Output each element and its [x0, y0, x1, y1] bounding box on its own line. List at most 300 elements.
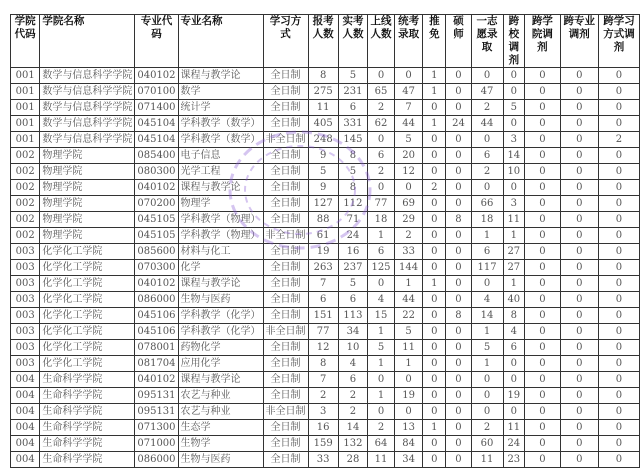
table-cell: 0 [525, 356, 561, 372]
table-cell: 数学与信息科学学院 [40, 116, 135, 132]
table-cell: 学科教学（化学） [178, 324, 263, 340]
table-cell: 001 [11, 68, 40, 84]
table-cell: 0 [423, 292, 446, 308]
table-cell: 6 [338, 292, 367, 308]
table-cell: 全日制 [263, 116, 308, 132]
table-cell: 33 [308, 452, 338, 468]
table-cell: 77 [368, 196, 395, 212]
table-cell: 045104 [135, 132, 178, 148]
table-cell: 003 [11, 324, 40, 340]
table-cell: 24 [503, 436, 525, 452]
table-cell: 2 [598, 132, 639, 148]
table-cell: 1 [394, 276, 422, 292]
table-cell: 0 [446, 100, 471, 116]
table-cell: 1 [368, 356, 395, 372]
table-cell: 0 [560, 164, 598, 180]
table-cell: 159 [308, 436, 338, 452]
table-row [11, 276, 640, 292]
table-cell: 1 [423, 68, 446, 84]
table-cell: 004 [11, 436, 40, 452]
table-cell: 004 [11, 452, 40, 468]
table-cell: 0 [598, 148, 639, 164]
table-cell: 11 [394, 340, 422, 356]
table-cell: 非全日制 [263, 404, 308, 420]
table-cell: 物理学院 [40, 164, 135, 180]
table-cell: 2 [394, 228, 422, 244]
table-cell: 117 [471, 260, 503, 276]
table-cell: 3 [503, 132, 525, 148]
table-cell: 11 [471, 452, 503, 468]
table-cell: 化学化工学院 [40, 340, 135, 356]
table-cell: 237 [338, 260, 367, 276]
table-cell: 化学化工学院 [40, 324, 135, 340]
table-cell: 125 [368, 260, 395, 276]
table-cell: 045104 [135, 116, 178, 132]
table-cell: 统计学 [178, 100, 263, 116]
table-cell: 0 [446, 340, 471, 356]
table-cell: 全日制 [263, 148, 308, 164]
column-header: 跨专业调剂 [560, 15, 598, 68]
table-cell: 0 [503, 356, 525, 372]
table-cell: 数学与信息科学学院 [40, 132, 135, 148]
table-row [11, 116, 640, 132]
table-cell: 095131 [135, 404, 178, 420]
table-cell: 化学化工学院 [40, 292, 135, 308]
table-cell: 2 [368, 100, 395, 116]
table-cell: 004 [11, 388, 40, 404]
table-cell: 学科教学（物理） [178, 228, 263, 244]
table-cell: 44 [471, 116, 503, 132]
table-cell: 1 [368, 324, 395, 340]
table-row [11, 180, 640, 196]
table-cell: 6 [338, 100, 367, 116]
table-cell: 40 [503, 292, 525, 308]
table-cell: 2 [471, 100, 503, 116]
table-cell: 化学化工学院 [40, 260, 135, 276]
table-cell: 248 [308, 132, 338, 148]
table-cell: 0 [525, 452, 561, 468]
table-cell: 003 [11, 308, 40, 324]
table-cell: 0 [368, 372, 395, 388]
table-cell: 0 [503, 116, 525, 132]
table-cell: 0 [423, 212, 446, 228]
table-cell: 生物学 [178, 436, 263, 452]
table-cell: 405 [308, 116, 338, 132]
table-cell: 003 [11, 244, 40, 260]
table-cell: 263 [308, 260, 338, 276]
table-cell: 1 [423, 116, 446, 132]
table-cell: 0 [560, 148, 598, 164]
table-cell: 化学 [178, 260, 263, 276]
table-cell: 物理学院 [40, 196, 135, 212]
table-cell: 0 [503, 84, 525, 100]
table-cell: 071000 [135, 436, 178, 452]
table-cell: 0 [423, 164, 446, 180]
table-row [11, 196, 640, 212]
table-cell: 0 [394, 68, 422, 84]
column-header: 上线人数 [368, 15, 395, 68]
table-cell: 数学与信息科学学院 [40, 100, 135, 116]
table-cell: 14 [471, 308, 503, 324]
table-cell: 3 [308, 404, 338, 420]
table-cell: 0 [503, 68, 525, 84]
table-row [11, 372, 640, 388]
table-cell: 4 [471, 292, 503, 308]
table-cell: 0 [423, 340, 446, 356]
table-cell: 全日制 [263, 100, 308, 116]
table-cell: 1 [503, 228, 525, 244]
table-cell: 070100 [135, 84, 178, 100]
table-cell: 0 [598, 68, 639, 84]
table-cell: 全日制 [263, 164, 308, 180]
table-cell: 070200 [135, 196, 178, 212]
table-row [11, 292, 640, 308]
table-cell: 0 [446, 276, 471, 292]
table-cell: 化学化工学院 [40, 244, 135, 260]
table-cell: 生命科学学院 [40, 404, 135, 420]
table-row [11, 84, 640, 100]
table-cell: 生命科学学院 [40, 388, 135, 404]
table-cell: 095131 [135, 388, 178, 404]
table-cell: 全日制 [263, 372, 308, 388]
table-row [11, 148, 640, 164]
table-cell: 11 [503, 212, 525, 228]
table-cell: 0 [525, 228, 561, 244]
table-cell: 0 [423, 324, 446, 340]
table-cell: 040102 [135, 180, 178, 196]
table-cell: 0 [471, 372, 503, 388]
table-cell: 0 [560, 132, 598, 148]
table-cell: 0 [503, 372, 525, 388]
table-cell: 0 [598, 180, 639, 196]
table-cell: 0 [525, 196, 561, 212]
header-row [11, 15, 640, 68]
table-cell: 化学化工学院 [40, 308, 135, 324]
column-header: 报考人数 [308, 15, 338, 68]
table-cell: 0 [560, 180, 598, 196]
column-header: 实考人数 [338, 15, 367, 68]
table-row [11, 100, 640, 116]
table-cell: 0 [446, 292, 471, 308]
table-cell: 1 [368, 228, 395, 244]
table-cell: 145 [338, 132, 367, 148]
table-row [11, 404, 640, 420]
table-cell: 6 [471, 148, 503, 164]
table-cell: 0 [598, 420, 639, 436]
table-cell: 生物与医药 [178, 292, 263, 308]
table-cell: 001 [11, 132, 40, 148]
table-cell: 物理学院 [40, 228, 135, 244]
table-cell: 生态学 [178, 420, 263, 436]
table-cell: 化学化工学院 [40, 276, 135, 292]
table-cell: 0 [560, 372, 598, 388]
table-cell: 生物与医药 [178, 452, 263, 468]
table-cell: 10 [338, 340, 367, 356]
table-row [11, 132, 640, 148]
column-header: 跨校调剂 [503, 15, 525, 68]
table-cell: 0 [598, 436, 639, 452]
table-cell: 7 [308, 276, 338, 292]
table-cell: 0 [560, 260, 598, 276]
table-cell: 学科教学（化学） [178, 308, 263, 324]
table-cell: 0 [423, 372, 446, 388]
table-cell: 数学与信息科学学院 [40, 68, 135, 84]
table-cell: 非全日制 [263, 132, 308, 148]
table-cell: 1 [471, 324, 503, 340]
table-cell: 0 [598, 340, 639, 356]
table-cell: 19 [308, 244, 338, 260]
column-header: 统考录取 [394, 15, 422, 68]
table-cell: 085600 [135, 244, 178, 260]
table-cell: 0 [598, 212, 639, 228]
table-cell: 0 [446, 164, 471, 180]
table-cell: 0 [368, 404, 395, 420]
table-cell: 085400 [135, 148, 178, 164]
table-cell: 5 [471, 340, 503, 356]
table-row [11, 324, 640, 340]
table-cell: 8 [503, 308, 525, 324]
table-cell: 8 [308, 356, 338, 372]
table-cell: 004 [11, 372, 40, 388]
table-cell: 0 [423, 452, 446, 468]
table-cell: 数学与信息科学学院 [40, 84, 135, 100]
table-cell: 0 [446, 260, 471, 276]
table-cell: 0 [471, 388, 503, 404]
table-row [11, 260, 640, 276]
table-cell: 全日制 [263, 180, 308, 196]
table-cell: 0 [560, 212, 598, 228]
table-cell: 113 [338, 308, 367, 324]
table-cell: 8 [338, 180, 367, 196]
table-cell: 生命科学学院 [40, 372, 135, 388]
table-cell: 0 [394, 372, 422, 388]
table-cell: 001 [11, 116, 40, 132]
table-cell: 7 [308, 372, 338, 388]
table-cell: 全日制 [263, 388, 308, 404]
table-cell: 004 [11, 420, 40, 436]
table-cell: 学科教学（数学） [178, 116, 263, 132]
table-cell: 0 [446, 356, 471, 372]
table-cell: 4 [368, 292, 395, 308]
table-cell: 5 [394, 132, 422, 148]
table-cell: 9 [308, 148, 338, 164]
table-row [11, 452, 640, 468]
table-cell: 65 [368, 84, 395, 100]
table-row [11, 212, 640, 228]
table-cell: 0 [423, 404, 446, 420]
table-cell: 0 [560, 84, 598, 100]
table-cell: 应用化学 [178, 356, 263, 372]
table-cell: 2 [368, 420, 395, 436]
admission-table [10, 14, 640, 468]
table-cell: 081704 [135, 356, 178, 372]
column-header: 专业名称 [178, 15, 263, 68]
table-cell: 0 [446, 68, 471, 84]
table-cell: 6 [471, 244, 503, 260]
table-cell: 14 [503, 148, 525, 164]
table-cell: 0 [446, 452, 471, 468]
table-cell: 全日制 [263, 244, 308, 260]
table-cell: 002 [11, 196, 40, 212]
table-row [11, 436, 640, 452]
table-cell: 0 [598, 356, 639, 372]
table-cell: 全日制 [263, 212, 308, 228]
table-cell: 0 [525, 340, 561, 356]
table-cell: 0 [598, 164, 639, 180]
table-cell: 全日制 [263, 292, 308, 308]
table-cell: 0 [560, 420, 598, 436]
table-cell: 0 [560, 388, 598, 404]
table-cell: 农艺与种业 [178, 388, 263, 404]
table-cell: 2 [423, 180, 446, 196]
table-cell: 2 [338, 404, 367, 420]
table-cell: 0 [598, 292, 639, 308]
table-cell: 003 [11, 356, 40, 372]
table-cell: 144 [394, 260, 422, 276]
table-cell: 002 [11, 164, 40, 180]
table-cell: 0 [423, 228, 446, 244]
table-cell: 0 [525, 420, 561, 436]
table-cell: 0 [423, 132, 446, 148]
table-cell: 0 [525, 372, 561, 388]
table-cell: 88 [308, 212, 338, 228]
table-cell: 6 [503, 340, 525, 356]
table-row [11, 308, 640, 324]
table-cell: 29 [394, 212, 422, 228]
table-cell: 6 [368, 148, 395, 164]
table-cell: 84 [394, 436, 422, 452]
table-cell: 5 [394, 324, 422, 340]
table-cell: 0 [598, 228, 639, 244]
table-cell: 1 [471, 356, 503, 372]
table-cell: 1 [394, 356, 422, 372]
table-cell: 0 [368, 276, 395, 292]
table-cell: 44 [394, 292, 422, 308]
table-cell: 28 [338, 452, 367, 468]
table-cell: 002 [11, 148, 40, 164]
table-cell: 药物化学 [178, 340, 263, 356]
table-cell: 0 [446, 180, 471, 196]
table-cell: 0 [423, 148, 446, 164]
table-cell: 全日制 [263, 276, 308, 292]
table-cell: 0 [503, 180, 525, 196]
table-cell: 0 [525, 148, 561, 164]
table-cell: 086000 [135, 292, 178, 308]
column-header: 学院代码 [11, 15, 40, 68]
table-cell: 151 [308, 308, 338, 324]
table-cell: 0 [423, 196, 446, 212]
table-cell: 8 [338, 148, 367, 164]
table-cell: 2 [471, 420, 503, 436]
table-cell: 0 [525, 292, 561, 308]
table-cell: 0 [525, 68, 561, 84]
table-cell: 全日制 [263, 68, 308, 84]
table-cell: 0 [423, 100, 446, 116]
table-cell: 001 [11, 100, 40, 116]
table-cell: 086000 [135, 452, 178, 468]
table-cell: 0 [560, 100, 598, 116]
table-cell: 16 [338, 244, 367, 260]
table-cell: 0 [560, 340, 598, 356]
table-cell: 47 [471, 84, 503, 100]
table-cell: 040102 [135, 372, 178, 388]
table-cell: 27 [503, 260, 525, 276]
table-cell: 0 [368, 180, 395, 196]
table-cell: 62 [368, 116, 395, 132]
table-cell: 农艺与种业 [178, 404, 263, 420]
table-row [11, 244, 640, 260]
table-cell: 全日制 [263, 260, 308, 276]
table-cell: 0 [560, 68, 598, 84]
table-cell: 10 [503, 164, 525, 180]
table-cell: 0 [598, 452, 639, 468]
table-cell: 0 [394, 180, 422, 196]
table-cell: 8 [446, 308, 471, 324]
table-cell: 全日制 [263, 340, 308, 356]
table-cell: 0 [598, 100, 639, 116]
table-cell: 1 [423, 276, 446, 292]
table-cell: 0 [471, 132, 503, 148]
column-header: 硕师 [446, 15, 471, 68]
table-cell: 0 [446, 244, 471, 260]
table-cell: 课程与教学论 [178, 372, 263, 388]
table-cell: 231 [338, 84, 367, 100]
table-cell: 13 [394, 420, 422, 436]
table-cell: 全日制 [263, 436, 308, 452]
table-cell: 课程与教学论 [178, 180, 263, 196]
table-cell: 002 [11, 212, 40, 228]
table-cell: 0 [525, 324, 561, 340]
table-cell: 6 [308, 292, 338, 308]
table-cell: 8 [446, 212, 471, 228]
table-cell: 2 [368, 164, 395, 180]
table-cell: 071300 [135, 420, 178, 436]
table-cell: 040102 [135, 276, 178, 292]
table-cell: 24 [446, 116, 471, 132]
table-cell: 0 [598, 388, 639, 404]
table-cell: 5 [308, 164, 338, 180]
table-cell: 0 [423, 436, 446, 452]
table-cell: 003 [11, 260, 40, 276]
column-header: 一志愿录取 [471, 15, 503, 68]
table-cell: 课程与教学论 [178, 68, 263, 84]
table-cell: 物理学 [178, 196, 263, 212]
table-cell: 0 [598, 196, 639, 212]
table-cell: 275 [308, 84, 338, 100]
table-cell: 0 [446, 420, 471, 436]
table-cell: 045105 [135, 228, 178, 244]
table-cell: 66 [471, 196, 503, 212]
table-cell: 2 [471, 164, 503, 180]
table-cell: 1 [423, 420, 446, 436]
table-cell: 0 [446, 404, 471, 420]
table-cell: 5 [338, 68, 367, 84]
table-cell: 0 [471, 404, 503, 420]
table-cell: 002 [11, 180, 40, 196]
table-cell: 0 [525, 244, 561, 260]
table-cell: 0 [598, 244, 639, 260]
table-cell: 16 [308, 420, 338, 436]
table-cell: 6 [368, 244, 395, 260]
table-cell: 0 [446, 84, 471, 100]
table-cell: 71 [338, 212, 367, 228]
table-cell: 课程与教学论 [178, 276, 263, 292]
table-cell: 0 [446, 228, 471, 244]
table-cell: 0 [446, 196, 471, 212]
column-header: 推免 [423, 15, 446, 68]
table-cell: 0 [368, 132, 395, 148]
table-cell: 11 [503, 420, 525, 436]
